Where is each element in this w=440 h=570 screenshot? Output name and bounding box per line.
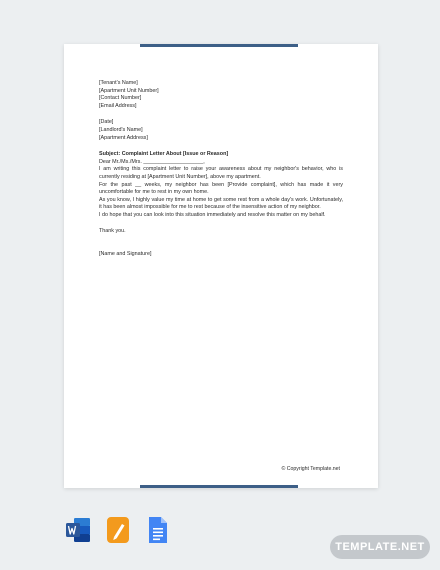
letter-paragraph-1: I am writing this complaint letter to raise your awareness about my neighbor's behavior, who is currently residing at [Apartment Unit Number], above my apartment.: [99, 166, 343, 180]
bottom-accent-bar: [140, 485, 298, 488]
landlord-name: [Landlord's Name]: [99, 126, 143, 133]
top-accent-bar: [140, 44, 298, 47]
pages-icon[interactable]: [105, 515, 131, 545]
landlord-address: [Apartment Address]: [99, 134, 148, 141]
letter-paragraph-3: As you know, I highly value my time at home to get some rest from a whole day's work. Unfortunately, it has been almost impossible for me to rest because of the insensitive action of my neighbor.: [99, 196, 343, 211]
letter-paragraph-2: For the past __ weeks, my neighbor has been [Provide complaint], which has made it very uncomfortable for me to rest in my own home.: [99, 181, 343, 196]
brand-badge[interactable]: TEMPLATE.NET: [330, 535, 430, 559]
copyright-text: © Copyright Template.net: [281, 466, 340, 472]
tenant-email: [Email Address]: [99, 102, 137, 109]
letter-salutation: Dear Mr./Ms./Mrs. ____________________,: [99, 158, 205, 165]
letter-content: [99, 80, 343, 259]
word-icon[interactable]: [65, 515, 91, 545]
google-docs-icon[interactable]: [145, 515, 171, 545]
tenant-name: [Tenant's Name]: [99, 80, 138, 86]
tenant-unit: [Apartment Unit Number]: [99, 87, 159, 94]
tenant-address-block: [99, 80, 343, 110]
letter-date: [Date]: [99, 119, 114, 126]
landlord-address-block: [99, 127, 343, 142]
format-icons: [65, 515, 171, 545]
letter-page: [64, 44, 378, 488]
tenant-contact: [Contact Number]: [99, 95, 142, 102]
letter-signature: [Name and Signature]: [99, 251, 152, 258]
letter-paragraph-4: I do hope that you can look into this situation immediately and resolve this matter on my behalf.: [99, 211, 326, 218]
letter-closing: Thank you.: [99, 227, 126, 234]
letter-subject: Subject: Complaint Letter About [Issue or Reason]: [99, 151, 229, 158]
